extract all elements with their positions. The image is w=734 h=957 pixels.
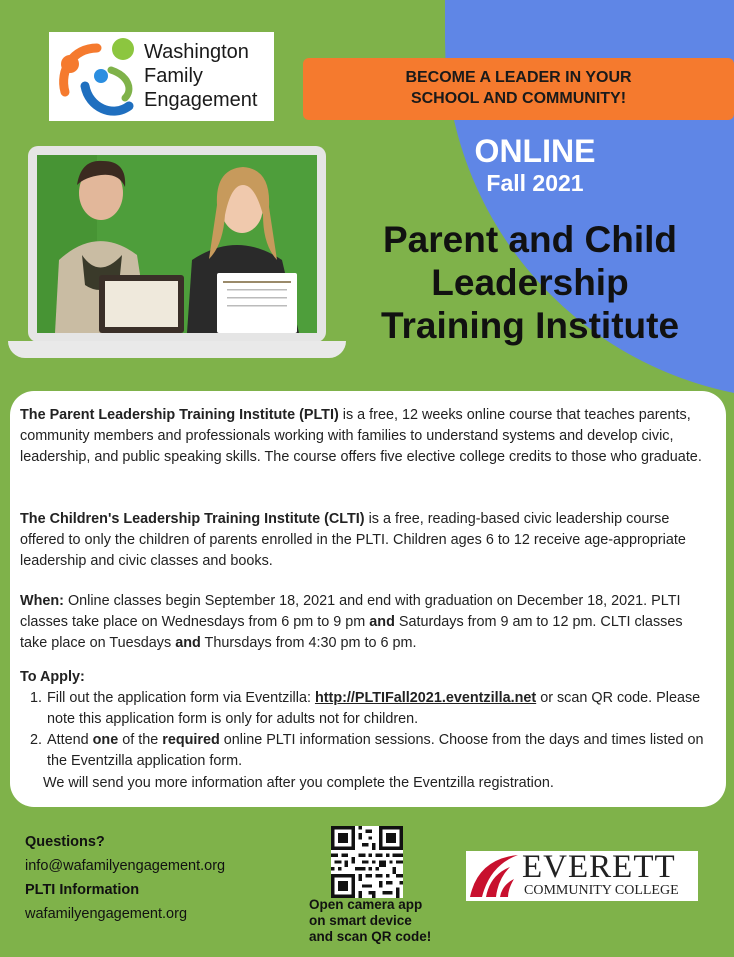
apply-step-1 xyxy=(30,688,715,730)
when-paragraph xyxy=(20,591,710,654)
online-label: ONLINE xyxy=(474,133,596,169)
logo-line-1: Washington xyxy=(144,41,249,63)
title-line-1: Parent and Child xyxy=(383,219,677,260)
step-2-text-2: of the xyxy=(122,732,159,748)
title-line-2: Leadership xyxy=(431,262,629,303)
step-2-number: 2. xyxy=(30,732,43,748)
plti-info-label: PLTI Information xyxy=(25,882,140,898)
college-name-line-1: EVERETT xyxy=(522,849,676,885)
everett-swoosh-icon xyxy=(468,853,520,899)
leader-banner xyxy=(303,58,734,120)
when-text-3: Thursdays from 4:30 pm to 6 pm. xyxy=(204,635,417,651)
logo-line-3: Engagement xyxy=(144,89,258,111)
banner-line-2: SCHOOL AND COMMUNITY! xyxy=(410,90,627,107)
qr-code xyxy=(331,826,403,898)
apply-label-text: To Apply: xyxy=(20,669,85,685)
graduates-photo-illustration xyxy=(37,155,317,333)
info-card xyxy=(10,391,726,807)
college-name-line-2: COMMUNITY COLLEGE xyxy=(524,883,679,898)
clti-name: The Children's Leadership Training Institute (CLTI) xyxy=(20,511,365,527)
apply-steps xyxy=(30,688,715,772)
qr-code-icon xyxy=(331,826,403,898)
when-text-2: Saturdays from 9 am to 12 pm. CLTI classes take place on Tuesdays xyxy=(20,614,683,651)
banner-line-1: BECOME A LEADER IN YOUR xyxy=(405,69,632,86)
step-2-one: one xyxy=(92,732,119,748)
when-and-1: and xyxy=(369,614,395,630)
plti-text: is a free, 12 weeks online course that teaches parents, community members and professionals working with families to understand systems and develop civic, leadership, and public speaking skills. The course offers five elective college credits to those who graduate. xyxy=(20,407,702,465)
website-link[interactable]: wafamilyengagement.org xyxy=(25,906,188,922)
page-title xyxy=(350,218,710,347)
when-label: When: xyxy=(20,593,64,609)
step-2-text-3: online PLTI information sessions. Choose from the days and times listed on the Eventzilla application form. xyxy=(47,732,704,769)
clti-text: is a free, reading-based civic leadership course offered to only the children of parents enrolled in the PLTI. Children ages 6 to 12 receive age-appropriate leadership and civic classes and books. xyxy=(20,511,686,569)
plti-name: The Parent Leadership Training Institute (PLTI) xyxy=(20,407,339,423)
wfe-logo-mark-icon xyxy=(55,36,137,118)
clti-paragraph xyxy=(20,509,710,572)
qr-caption xyxy=(309,897,459,945)
qr-caption-line-2: on smart device xyxy=(309,913,412,928)
plti-paragraph xyxy=(20,405,710,468)
graduates-photo xyxy=(37,155,317,333)
when-text: Online classes begin September 18, 2021 and end with graduation on December 18, 2021. PLTI classes take place on Wednesdays from 6 pm to 9 pm xyxy=(20,593,681,630)
everett-college-logo xyxy=(466,851,698,901)
when-and-2: and xyxy=(175,635,201,651)
eventzilla-link[interactable]: http://PLTIFall2021.eventzilla.net xyxy=(314,690,537,706)
step-2-required: required xyxy=(162,732,220,748)
wfe-logo xyxy=(49,32,274,121)
logo-line-2: Family xyxy=(144,65,203,87)
title-line-3: Training Institute xyxy=(380,305,680,346)
laptop-base xyxy=(8,341,346,358)
registration-note: We will send you more information after you complete the Eventzilla registration. xyxy=(43,775,554,791)
step-1-text: Fill out the application form via Eventzilla: xyxy=(47,690,311,706)
qr-caption-line-3: and scan QR code! xyxy=(309,929,432,944)
step-1-text-2: or scan QR code. Please note this application form is only for adults not for children. xyxy=(47,690,701,727)
term-label: Fall 2021 xyxy=(486,170,584,196)
contact-email[interactable]: info@wafamilyengagement.org xyxy=(25,858,226,874)
qr-caption-line-1: Open camera app xyxy=(309,897,423,912)
contact-block xyxy=(25,830,225,926)
apply-step-2 xyxy=(30,730,715,772)
step-2-text: Attend xyxy=(47,732,89,748)
apply-label xyxy=(20,667,710,688)
step-1-number: 1. xyxy=(30,690,43,706)
questions-label: Questions? xyxy=(25,834,105,850)
